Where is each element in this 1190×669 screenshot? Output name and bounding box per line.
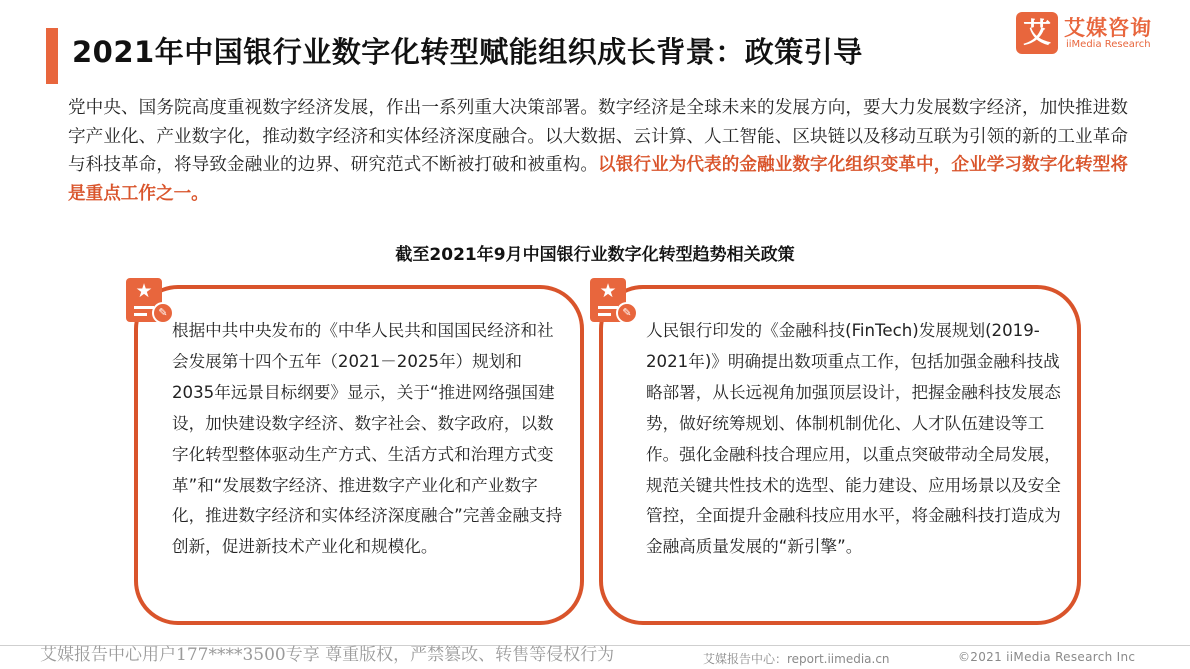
footer-source: 艾媒报告中心：report.iimedia.cn — [703, 652, 890, 666]
footer-copyright: ©2021 iiMedia Research Inc — [958, 650, 1136, 664]
logo-name-en: iiMedia Research — [1066, 39, 1151, 50]
logo-mark-icon: 艾 — [1016, 12, 1058, 54]
page-title: 2021年中国银行业数字化转型赋能组织成长背景：政策引导 — [72, 35, 863, 69]
policy-text-right: 人民银行印发的《金融科技(FinTech)发展规划(2019-2021年)》明确提出数项重点工作，包括加强金融科技战略部署，从长远视角加强顶层设计，把握金融科技发展态势，做好统筹规划、体制机制优化、人才队伍建设等工作。强化金融科技合理应用，以重点突破带动全局发展，规范关键共性技术的选型、能力建设、应用场景以及安全管控，全面提升金融科技应用水平，将金融科技打造成为金融高质量发展的“新引擎”。 — [646, 321, 1061, 557]
title-accent-bar — [46, 28, 58, 84]
star-document-icon: ★ ✎ — [590, 278, 636, 326]
pen-icon: ✎ — [616, 302, 638, 324]
intro-paragraph — [68, 94, 1128, 208]
intro-text: 党中央、国务院高度重视数字经济发展，作出一系列重大决策部署。数字经济是全球未来的发展方向，要大力发展数字经济，加快推进数字产业化、产业数字化，推动数字经济和实体经济深度融合。以大数据、云计算、人工智能、区块链以及移动互联为引领的新的工业革命与科技革命，将导致金融业的边界、研究范式不断被打破和被重构。 — [68, 98, 1128, 176]
brand-logo — [1016, 12, 1176, 56]
star-document-icon: ★ ✎ — [126, 278, 172, 326]
intro-highlight: 以银行业为代表的金融业数字化组织变革中，企业学习数字化转型将是重点工作之一。 — [68, 155, 1128, 204]
pen-icon: ✎ — [152, 302, 174, 324]
logo-name-cn: 艾媒咨询 — [1064, 16, 1152, 40]
policy-text-left: 根据中共中央发布的《中华人民共和国国民经济和社会发展第十四个五年（2021－2025年）规划和2035年远景目标纲要》显示，关于“推进网络强国建设，加快建设数字经济、数字社会、数字政府，以数字化转型整体驱动生产方式、生活方式和治理方式变革”和“发展数字经济、推进数字产业化和产业数字化，推进数字经济和实体经济深度融合”完善金融支持创新，促进新技术产业化和规模化。 — [172, 321, 563, 557]
copyright-watermark: 艾媒报告中心用户177****3500专享 尊重版权，严禁篡改、转售等侵权行为 — [40, 645, 615, 665]
section-subtitle: 截至2021年9月中国银行业数字化转型趋势相关政策 — [395, 245, 795, 265]
